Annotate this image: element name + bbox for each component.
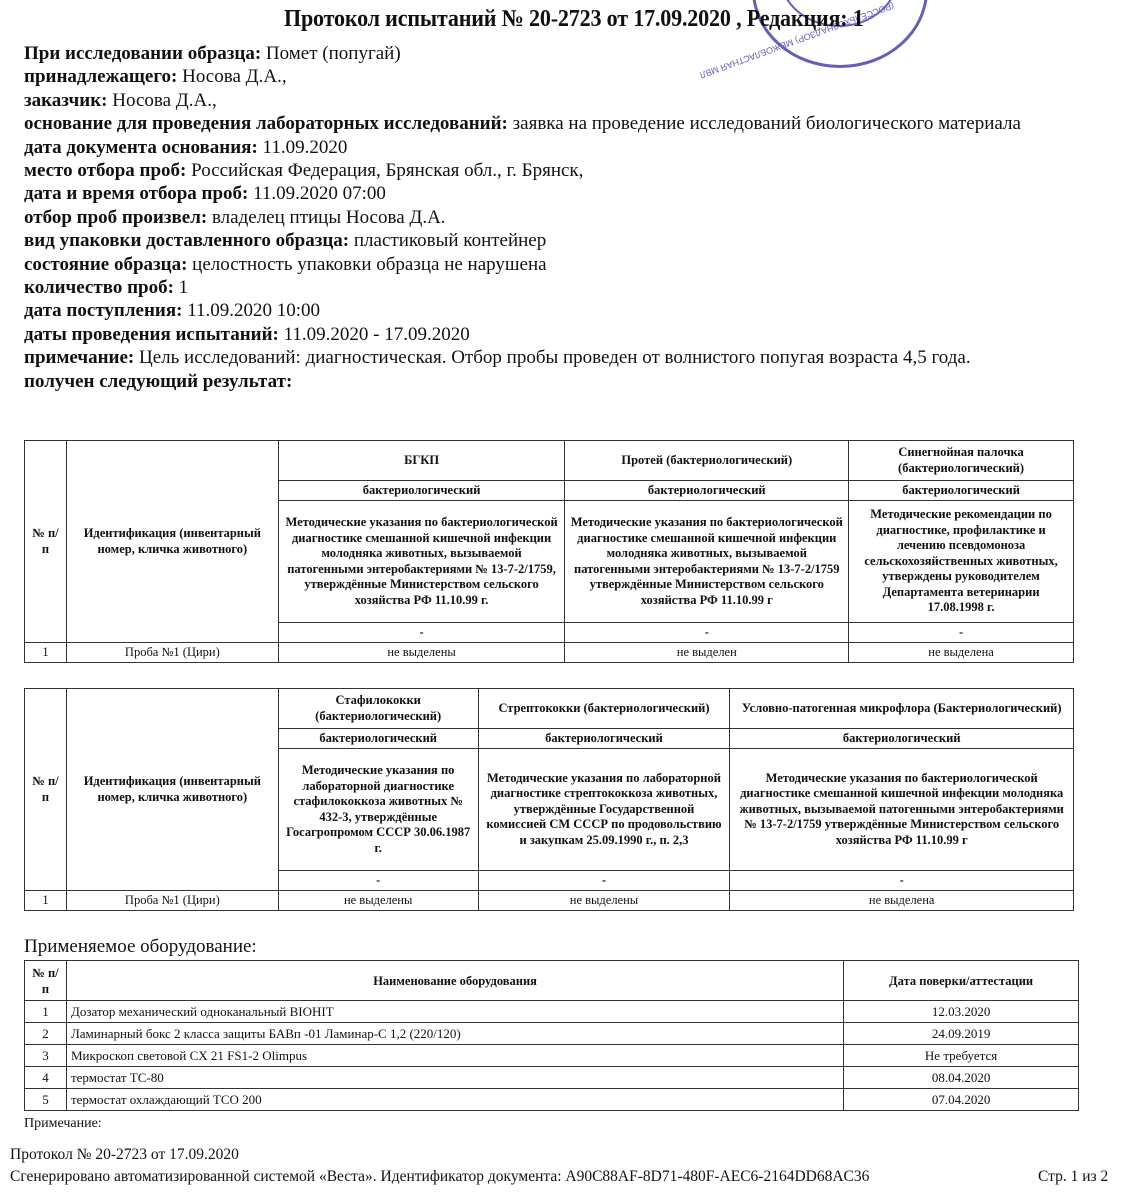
test-method: бактериологический <box>278 481 565 501</box>
test-method: бактериологический <box>849 481 1074 501</box>
test-name: Протей (бактериологический) <box>565 441 849 481</box>
test-norm: - <box>730 871 1074 891</box>
table-row <box>25 1067 1079 1089</box>
field-value: 11.09.2020 10:00 <box>182 300 321 322</box>
field-label: даты проведения испытаний: <box>24 323 279 345</box>
footer-generated-id: Сгенерировано автоматизированной системой «Веста». Идентификатор документа: A90C88AF-8D71-480F-AEC6-2164DD68AC36 <box>10 1168 870 1185</box>
test-name: Стрептококки (бактериологический) <box>478 689 730 729</box>
field-value: пластиковый контейнер <box>349 230 547 252</box>
table-row <box>25 1045 1079 1067</box>
field-label: получен следующий результат: <box>24 370 293 392</box>
equipment-header-row <box>25 961 1079 1001</box>
col-header-number: № п/п <box>25 441 67 643</box>
field-label: количество проб: <box>24 277 174 299</box>
col-header-number: № п/п <box>25 961 67 1001</box>
field-condition <box>24 253 1114 276</box>
test-result: не выделены <box>278 891 478 911</box>
test-norm: - <box>278 623 565 643</box>
test-method: бактериологический <box>278 729 478 749</box>
test-norm: - <box>278 871 478 891</box>
equipment-number: 5 <box>25 1089 67 1111</box>
table-row <box>25 643 1074 663</box>
field-test-dates <box>24 323 1114 346</box>
field-sampling-place <box>24 159 1114 182</box>
field-value: целостность упаковки образца не нарушена <box>187 253 547 275</box>
test-normative-doc: Методические рекомендации по диагностике, профилактике и лечению псевдомоноза сельскохозяйственных животных, утверждены руководителем Департамента ветеринарии 17.08.1998 г. <box>849 501 1074 623</box>
field-label: дата и время отбора проб: <box>24 183 249 205</box>
test-name: Условно-патогенная микрофлора (Бактериологический) <box>730 689 1074 729</box>
field-label: При исследовании образца: <box>24 43 262 64</box>
col-header-identification: Идентификация (инвентарный номер, кличка животного) <box>66 441 278 643</box>
field-sample-count <box>24 276 1114 299</box>
field-label: дата документа основания: <box>24 136 258 158</box>
equipment-name: Дозатор механический одноканальный BIOHIT <box>66 1001 843 1023</box>
results-table-2 <box>24 688 1074 911</box>
field-label: основание для проведения лабораторных исследований: <box>24 113 508 135</box>
field-value: владелец птицы Носова Д.А. <box>207 206 446 228</box>
equipment-name: термостат охлаждающий ТСО 200 <box>66 1089 843 1111</box>
field-label: место отбора проб: <box>24 160 187 182</box>
field-sampler <box>24 206 1114 229</box>
field-owner <box>24 65 1114 88</box>
row-number: 1 <box>25 643 67 663</box>
field-packaging <box>24 229 1114 252</box>
equipment-name: Ламинарный бокс 2 класса защиты БАВп -01 Ламинар-С 1,2 (220/120) <box>66 1023 843 1045</box>
col-header-verification-date: Дата поверки/аттестации <box>844 961 1079 1001</box>
field-received-date <box>24 299 1114 322</box>
test-method: бактериологический <box>565 481 849 501</box>
row-number: 1 <box>25 891 67 911</box>
col-header-equipment-name: Наименование оборудования <box>66 961 843 1001</box>
field-note <box>24 346 1114 369</box>
field-value: заявка на проведение исследований биологического материала <box>507 113 1021 135</box>
equipment-section-title: Применяемое оборудование: <box>24 936 257 957</box>
test-result: не выделены <box>278 643 565 663</box>
test-normative-doc: Методические указания по бактериологической диагностике смешанной кишечной инфекции молодняка животных, вызываемой патогенными энтеробактериями № 13-7-2/1759 утверждённые Министерством сельского хозяйства РФ 11.10.99 г <box>730 749 1074 871</box>
equipment-name: Микроскоп световой CX 21 FS1-2 Olimpus <box>66 1045 843 1067</box>
field-label: состояние образца: <box>24 253 188 275</box>
field-value: 1 <box>173 277 189 299</box>
field-value: Носова Д.А., <box>177 66 287 88</box>
field-label: принадлежащего: <box>24 66 178 88</box>
test-result: не выделены <box>478 891 730 911</box>
equipment-number: 2 <box>25 1023 67 1045</box>
sample-info-fields <box>24 42 1114 393</box>
field-value: Российская Федерация, Брянская обл., г. Брянск, <box>186 160 584 182</box>
equipment-table <box>24 960 1079 1111</box>
field-label: вид упаковки доставленного образца: <box>24 230 350 252</box>
table-row <box>25 1001 1079 1023</box>
footer-protocol: Протокол № 20-2723 от 17.09.2020 <box>10 1146 239 1163</box>
test-result: не выделена <box>730 891 1074 911</box>
field-label: заказчик: <box>24 89 108 111</box>
row-identification: Проба №1 (Цири) <box>66 643 278 663</box>
row-identification: Проба №1 (Цири) <box>66 891 278 911</box>
test-name: Стафилококки (бактериологический) <box>278 689 478 729</box>
test-norm: - <box>478 871 730 891</box>
test-result: не выделен <box>565 643 849 663</box>
field-label: примечание: <box>24 347 135 369</box>
equipment-date: 08.04.2020 <box>844 1067 1079 1089</box>
col-header-identification: Идентификация (инвентарный номер, кличка животного) <box>66 689 278 891</box>
document-title: Протокол испытаний № 20-2723 от 17.09.2020 , Редакция: 1 <box>283 6 864 32</box>
field-value: Носова Д.А., <box>107 89 217 111</box>
test-norm: - <box>565 623 849 643</box>
test-method: бактериологический <box>730 729 1074 749</box>
table-row <box>25 1023 1079 1045</box>
test-name: БГКП <box>278 441 565 481</box>
equipment-number: 3 <box>25 1045 67 1067</box>
col-header-number: № п/п <box>25 689 67 891</box>
test-normative-doc: Методические указания по лабораторной диагностике стрептококкоза животных, утверждённые Государственной комиссией СМ СССР по продовольствию и закупкам 25.09.1990 г., п. 2,3 <box>478 749 730 871</box>
equipment-date: Не требуется <box>844 1045 1079 1067</box>
table-row <box>25 1089 1079 1111</box>
field-value: Помет (попугай) <box>261 43 401 64</box>
test-name: Синегнойная палочка (бактериологический) <box>849 441 1074 481</box>
equipment-number: 1 <box>25 1001 67 1023</box>
equipment-number: 4 <box>25 1067 67 1089</box>
test-method: бактериологический <box>478 729 730 749</box>
field-value: Цель исследований: диагностическая. Отбор пробы проведен от волнистого попугая возраста 4,5 года. <box>134 347 971 369</box>
note-label: Примечание: <box>24 1116 102 1131</box>
field-result-heading <box>24 370 1114 393</box>
field-value: 11.09.2020 <box>257 136 348 158</box>
equipment-name: термостат ТС-80 <box>66 1067 843 1089</box>
test-normative-doc: Методические указания по бактериологической диагностике смешанной кишечной инфекции молодняка животных, вызываемой патогенными энтеробактериями № 13-7-2/1759, утверждённые Министерством сельского хозяйства РФ 11.10.99 г. <box>278 501 565 623</box>
test-norm: - <box>849 623 1074 643</box>
page-number: Стр. 1 из 2 <box>1038 1168 1109 1185</box>
results-table-1 <box>24 440 1074 663</box>
stamp-text: (РОССЕЛЬХОЗНАДЗОР) МЕЖОБЛАСТНАЯ МВЛ <box>698 0 896 81</box>
equipment-date: 07.04.2020 <box>844 1089 1079 1111</box>
field-basis <box>24 112 1114 135</box>
test-normative-doc: Методические указания по лабораторной диагностике стафилококкоза животных № 432-3, утверждённые Госагропромом СССР 30.06.1987 г. <box>278 749 478 871</box>
table-row <box>25 891 1074 911</box>
field-value: 11.09.2020 - 17.09.2020 <box>278 323 470 345</box>
test-result: не выделена <box>849 643 1074 663</box>
field-customer <box>24 89 1114 112</box>
field-value: 11.09.2020 07:00 <box>248 183 386 205</box>
field-sample <box>24 42 1114 65</box>
field-label: дата поступления: <box>24 300 183 322</box>
field-sampling-datetime <box>24 182 1114 205</box>
equipment-date: 24.09.2019 <box>844 1023 1079 1045</box>
equipment-date: 12.03.2020 <box>844 1001 1079 1023</box>
field-label: отбор проб произвел: <box>24 206 208 228</box>
field-basis-date <box>24 136 1114 159</box>
test-normative-doc: Методические указания по бактериологической диагностике смешанной кишечной инфекции молодняка животных, вызываемой патогенными энтеробактериями № 13-7-2/1759 утверждённые Министерством сельского хозяйства РФ 11.10.99 г <box>565 501 849 623</box>
